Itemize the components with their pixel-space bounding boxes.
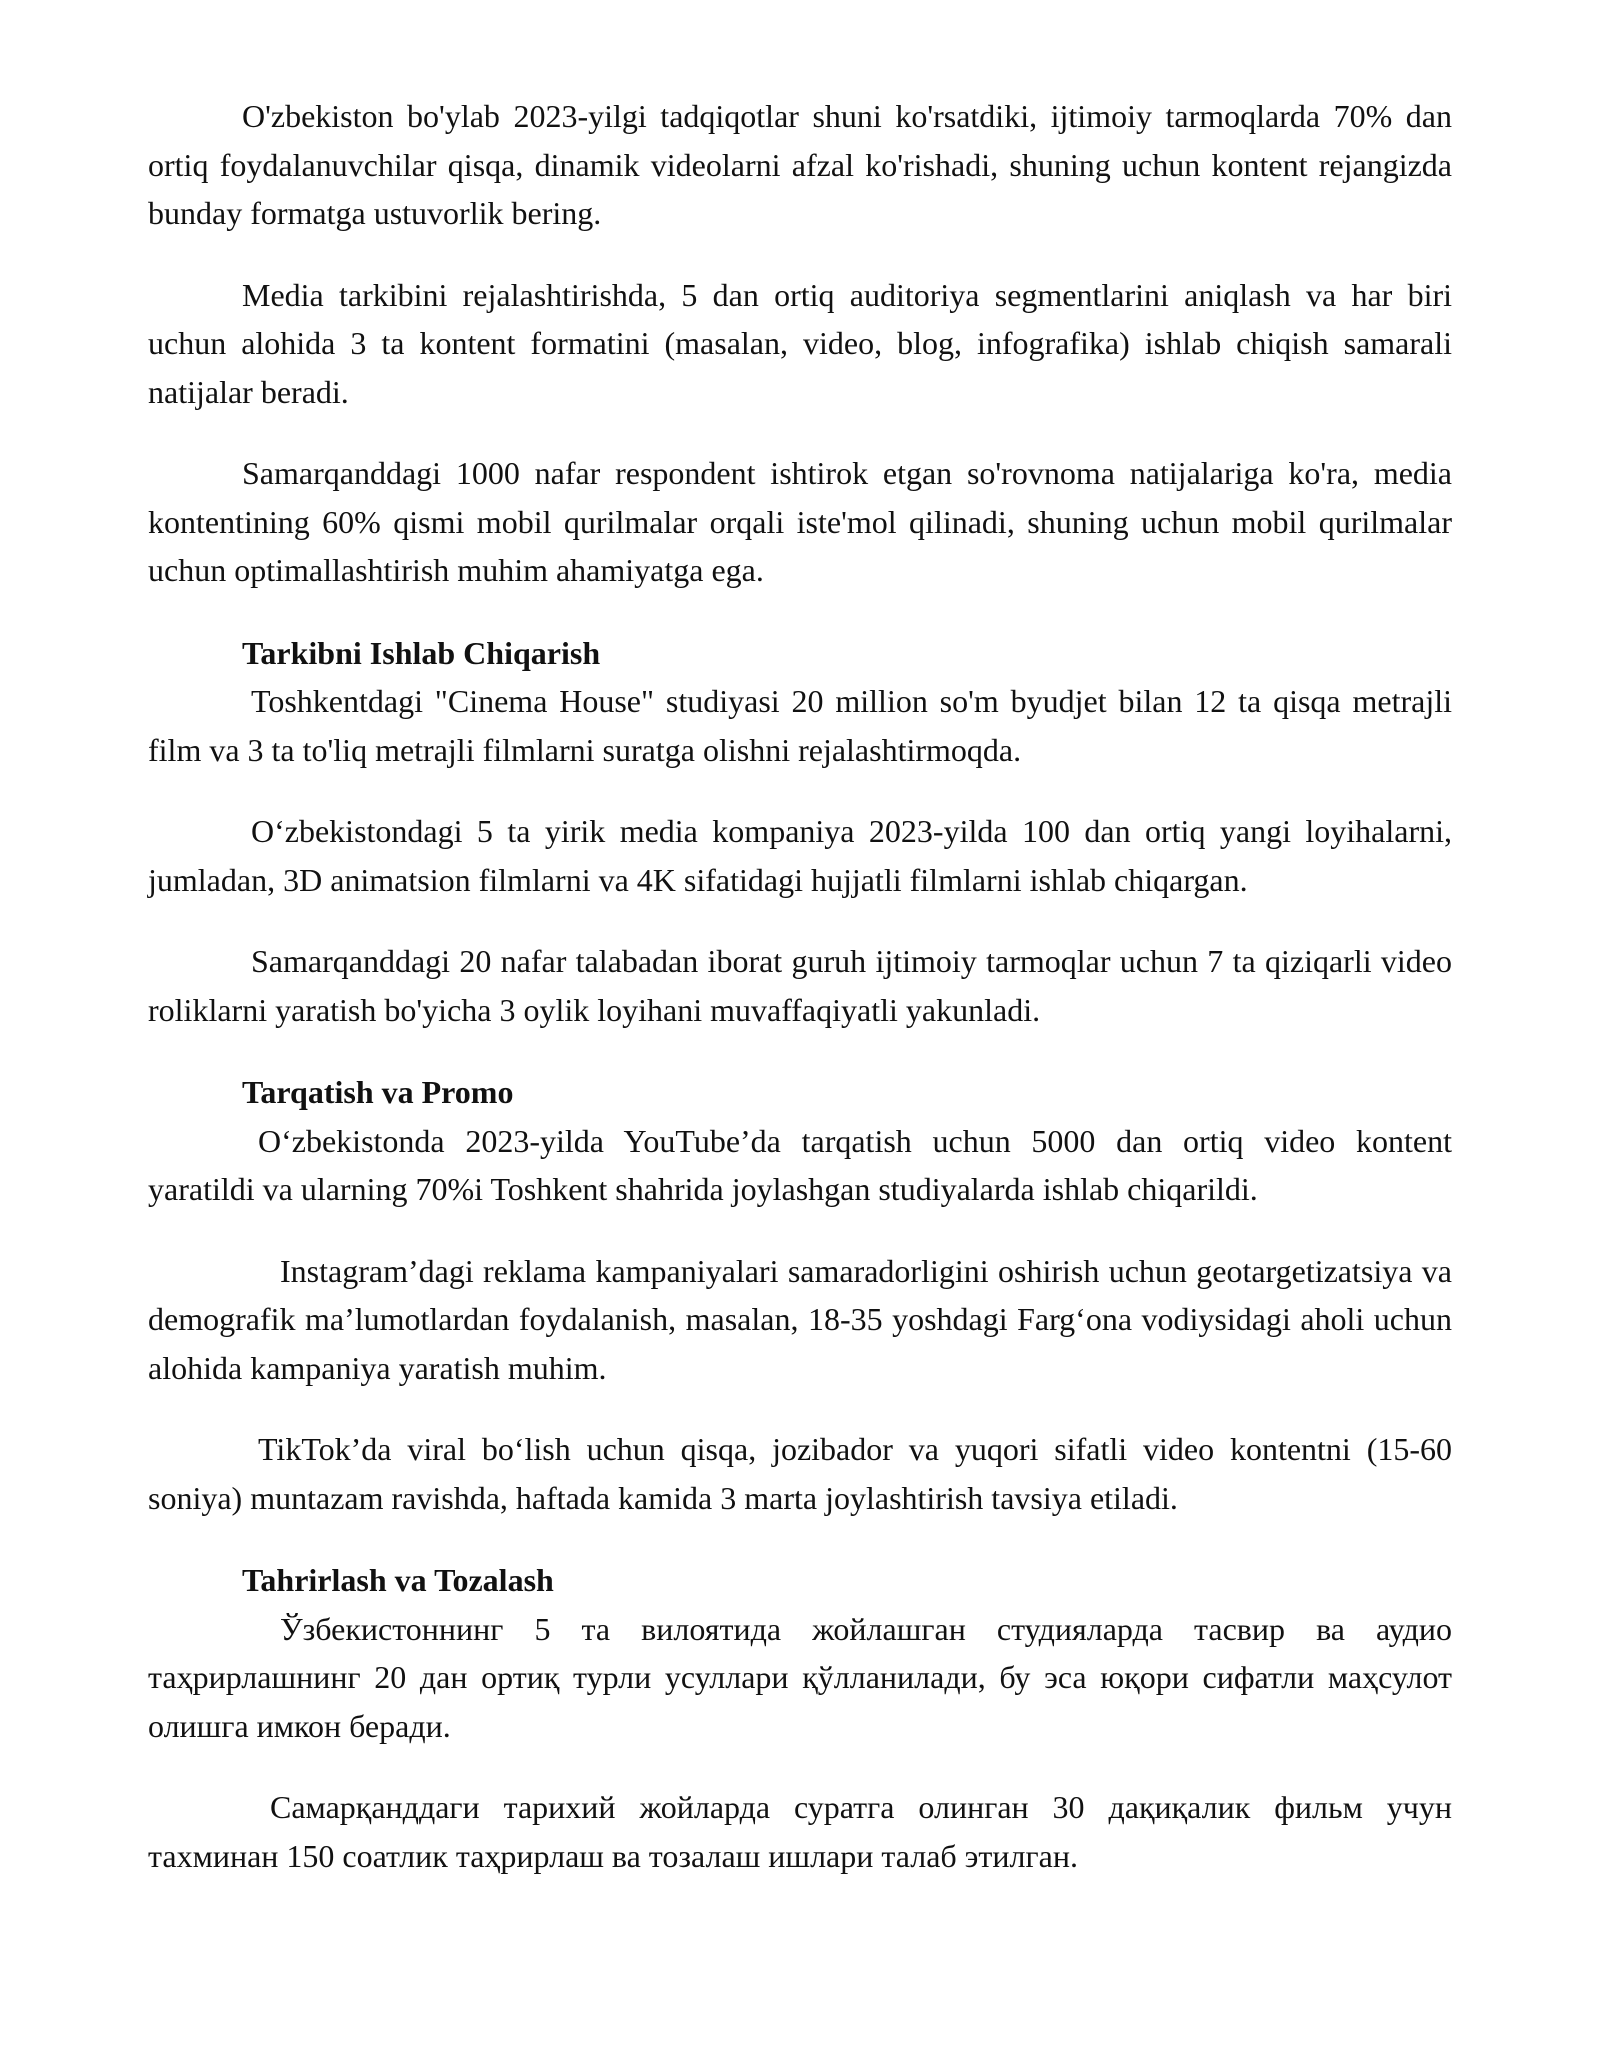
section-heading: Tarqatish va Promo — [242, 1074, 514, 1110]
intro-paragraph: O'zbekiston bo'ylab 2023-yilgi tadqiqotlar shuni ko'rsatdiki, ijtimoiy tarmoqlarda 70% dan ortiq foydalanuvchilar qisqa, dinamik videolarni afzal ko'rishadi, shuning uchun kontent rejangizda bunday formatga ustuvorlik bering. — [148, 98, 1452, 231]
section-paragraph: O‘zbekistondagi 5 ta yirik media kompaniya 2023-yilda 100 dan ortiq yangi loyihalarni, jumladan, 3D animatsion filmlarni va 4K sifatidagi hujjatli filmlarni ishlab chiqargan. — [148, 813, 1452, 898]
section-heading: Tarkibni Ishlab Chiqarish — [242, 634, 601, 671]
section-paragraph: TikTok’da viral bo‘lish uchun qisqa, jozibador va yuqori sifatli video kontentni (15-60 soniya) muntazam ravishda, haftada kamida 3 marta joylashtirish tavsiya etiladi. — [148, 1431, 1452, 1516]
section-paragraph: Ўзбекистоннинг 5 та вилоятида жойлашган студияларда тасвир ва аудио таҳрирлашнинг 20 дан ортиқ турли усуллари қўлланилади, бу эса юқори сифатли маҳсулот олишга имкон беради. — [148, 1610, 1452, 1744]
document-page — [148, 92, 1452, 1913]
intro-paragraph: Media tarkibini rejalashtirishda, 5 dan ortiq auditoriya segmentlarini aniqlash va har biri uchun alohida 3 ta kontent formatini (masalan, video, blog, infografika) ishlab chiqish samarali natijalar beradi. — [148, 276, 1452, 410]
section-paragraph: Instagram’dagi reklama kampaniyalari samaradorligini oshirish uchun geotargetizatsiya va demografik ma’lumotlardan foydalanish, masalan, 18-35 yoshdagi Farg‘ona vodiysidagi aholi uchun alohida kampaniya yaratish muhim. — [148, 1252, 1452, 1386]
section-paragraph: O‘zbekistonda 2023-yilda YouTube’da tarqatish uchun 5000 dan ortiq video kontent yaratildi va ularning 70%i Toshkent shahrida joylashgan studiyalarda ishlab chiqarildi. — [148, 1122, 1452, 1207]
section-heading: Tahrirlash va Tozalash — [242, 1562, 554, 1598]
section-paragraph: Самарқанддаги тарихий жойларда суратга олинган 30 дақиқалик фильм учун тахминан 150 соатлик таҳрирлаш ва тозалаш ишлари талаб этилган. — [148, 1789, 1452, 1874]
section-paragraph: Toshkentdagi "Cinema House" studiyasi 20 million so'm byudjet bilan 12 ta qisqa metrajli film va 3 ta to'liq metrajli filmlarni suratga olishni rejalashtirmoqda. — [148, 683, 1452, 768]
section-paragraph: Samarqanddagi 20 nafar talabadan iborat guruh ijtimoiy tarmoqlar uchun 7 ta qiziqarli video roliklarni yaratish bo'yicha 3 oylik loyihani muvaffaqiyatli yakunladi. — [148, 943, 1452, 1028]
intro-paragraph: Samarqanddagi 1000 nafar respondent ishtirok etgan so'rovnoma natijalariga ko'ra, media kontentining 60% qismi mobil qurilmalar orqali iste'mol qilinadi, shuning uchun mobil qurilmalar uchun optimallashtirish muhim ahamiyatga ega. — [148, 455, 1452, 588]
